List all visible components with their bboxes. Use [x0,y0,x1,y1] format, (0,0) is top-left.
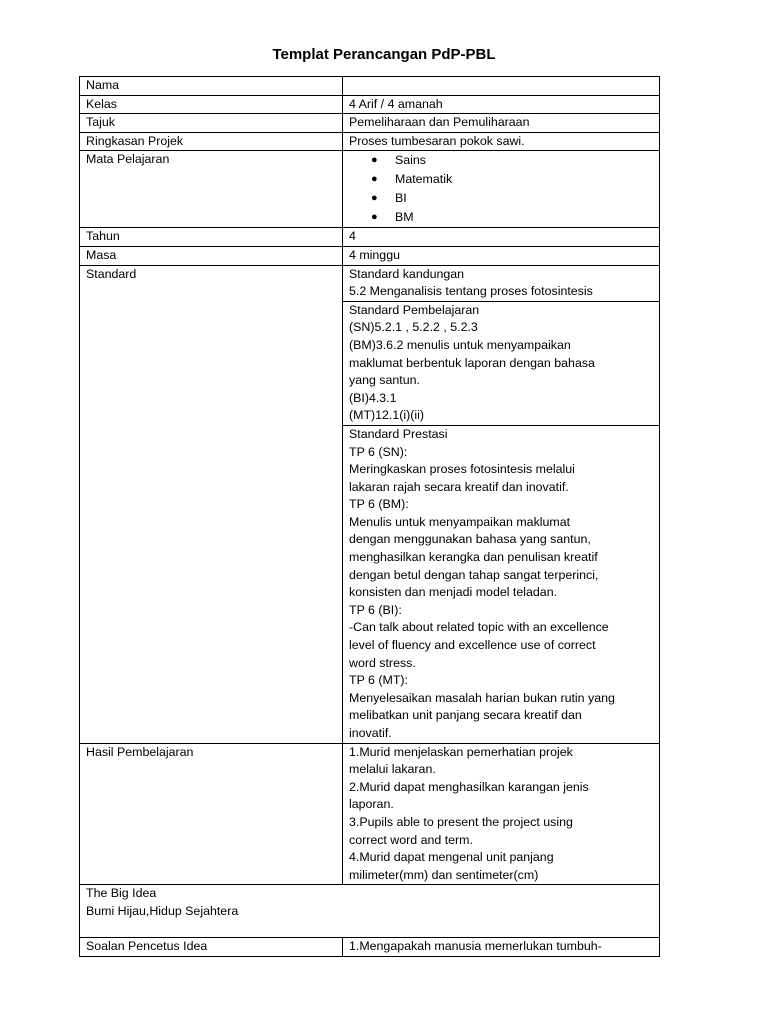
hasil-line: 3.Pupils able to present the project using [349,814,573,829]
standard-prestasi-line: melibatkan unit panjang secara kreatif dan [349,708,582,723]
standard-pembelajaran-line: (SN)5.2.1 , 5.2.2 , 5.2.3 [349,320,478,335]
standard-prestasi-line: Menyelesaikan masalah harian bukan rutin yang [349,690,615,705]
standard-pembelajaran-line: Standard Pembelajaran [349,302,480,317]
row-label-kelas: Kelas [80,95,343,114]
row-label-masa: Masa [80,246,343,265]
row-label-soalan: Soalan Pencetus Idea [80,938,343,957]
big-idea-label: The Big Idea [86,886,157,901]
table-row [80,151,660,228]
standard-prestasi-line: lakaran rajah secara kreatif dan inovatif. [349,479,569,494]
standard-prestasi-line: TP 6 (BI): [349,602,402,617]
table-row [80,95,660,114]
hasil-line: correct word and term. [349,832,473,847]
planning-table [79,76,660,957]
row-label-hasil: Hasil Pembelajaran [80,743,343,885]
standard-pembelajaran-line: (MT)12.1(i)(ii) [349,408,425,423]
standard-pembelajaran-line: yang santun. [349,373,420,388]
subject-list [349,151,653,227]
table-row [80,938,660,957]
table-row [80,743,660,885]
standard-prestasi-line: word stress. [349,655,416,670]
document-title: Templat Perancangan PdP-PBL [272,46,496,63]
standard-prestasi-line: level of fluency and excellence use of correct [349,638,596,653]
big-idea-value: Bumi Hijau,Hidup Sejahtera [86,903,239,918]
standard-prestasi-line: menghasilkan kerangka dan penulisan kreatif [349,550,598,565]
row-label-tahun: Tahun [80,228,343,247]
hasil-line: melalui lakaran. [349,762,436,777]
standard-kandungan-line: Standard kandungan [349,266,465,281]
standard-prestasi-line: dengan betul dengan tahap sangat terperinci, [349,567,599,582]
standard-prestasi-line: inovatif. [349,726,392,740]
standard-pembelajaran [343,301,660,425]
standard-prestasi-line: dengan menggunakan bahasa yang santun, [349,532,591,547]
table-row [80,228,660,247]
big-idea-cell [80,885,660,938]
standard-prestasi-line: -Can talk about related topic with an excellence [349,620,609,635]
row-value-tajuk: Pemeliharaan dan Pemuliharaan [343,114,660,133]
hasil-line: laporan. [349,797,394,812]
standard-prestasi-line: konsisten dan menjadi model teladan. [349,585,558,600]
row-value-kelas: 4 Arif / 4 amanah [343,95,660,114]
table-row [80,265,660,301]
standard-kandungan [343,265,660,301]
table-row [80,77,660,96]
standard-pembelajaran-line: (BI)4.3.1 [349,390,397,405]
standard-pembelajaran-line: maklumat berbentuk laporan dengan bahasa [349,355,595,370]
standard-pembelajaran-line: (BM)3.6.2 menulis untuk menyampaikan [349,337,571,352]
row-value-tahun: 4 [343,228,660,247]
standard-prestasi-line: TP 6 (BM): [349,497,409,512]
row-label-nama: Nama [80,77,343,96]
row-value-soalan: 1.Mengapakah manusia memerlukan tumbuh- [343,938,660,957]
hasil-line: 4.Murid dapat mengenal unit panjang [349,850,554,865]
row-label-ringkasan: Ringkasan Projek [80,132,343,151]
subject-item: ● BM [349,208,653,227]
row-value-nama [343,77,660,96]
hasil-line: milimeter(mm) dan sentimeter(cm) [349,867,539,882]
subject-item: ● BI [349,189,653,208]
row-value-mata-pelajaran [343,151,660,228]
subject-item: ● Matematik [349,170,653,189]
standard-kandungan-line: 5.2 Menganalisis tentang proses fotosintesis [349,284,593,299]
table-row [80,132,660,151]
standard-prestasi-line: Menulis untuk menyampaikan maklumat [349,514,571,529]
standard-prestasi-line: TP 6 (MT): [349,673,408,688]
hasil-line: 2.Murid dapat menghasilkan karangan jenis [349,779,589,794]
row-value-hasil [343,743,660,885]
standard-prestasi-line: Meringkaskan proses fotosintesis melalui [349,462,575,477]
table-row [80,885,660,938]
row-label-standard: Standard [80,265,343,743]
standard-prestasi-line: Standard Prestasi [349,426,448,441]
hasil-line: 1.Murid menjelaskan pemerhatian projek [349,744,573,759]
standard-prestasi-line: TP 6 (SN): [349,444,408,459]
row-label-mata-pelajaran: Mata Pelajaran [80,151,343,228]
table-row [80,246,660,265]
row-label-tajuk: Tajuk [80,114,343,133]
row-value-ringkasan: Proses tumbesaran pokok sawi. [343,132,660,151]
row-value-masa: 4 minggu [343,246,660,265]
subject-item: ● Sains [349,151,653,170]
standard-prestasi [343,425,660,743]
table-row [80,114,660,133]
